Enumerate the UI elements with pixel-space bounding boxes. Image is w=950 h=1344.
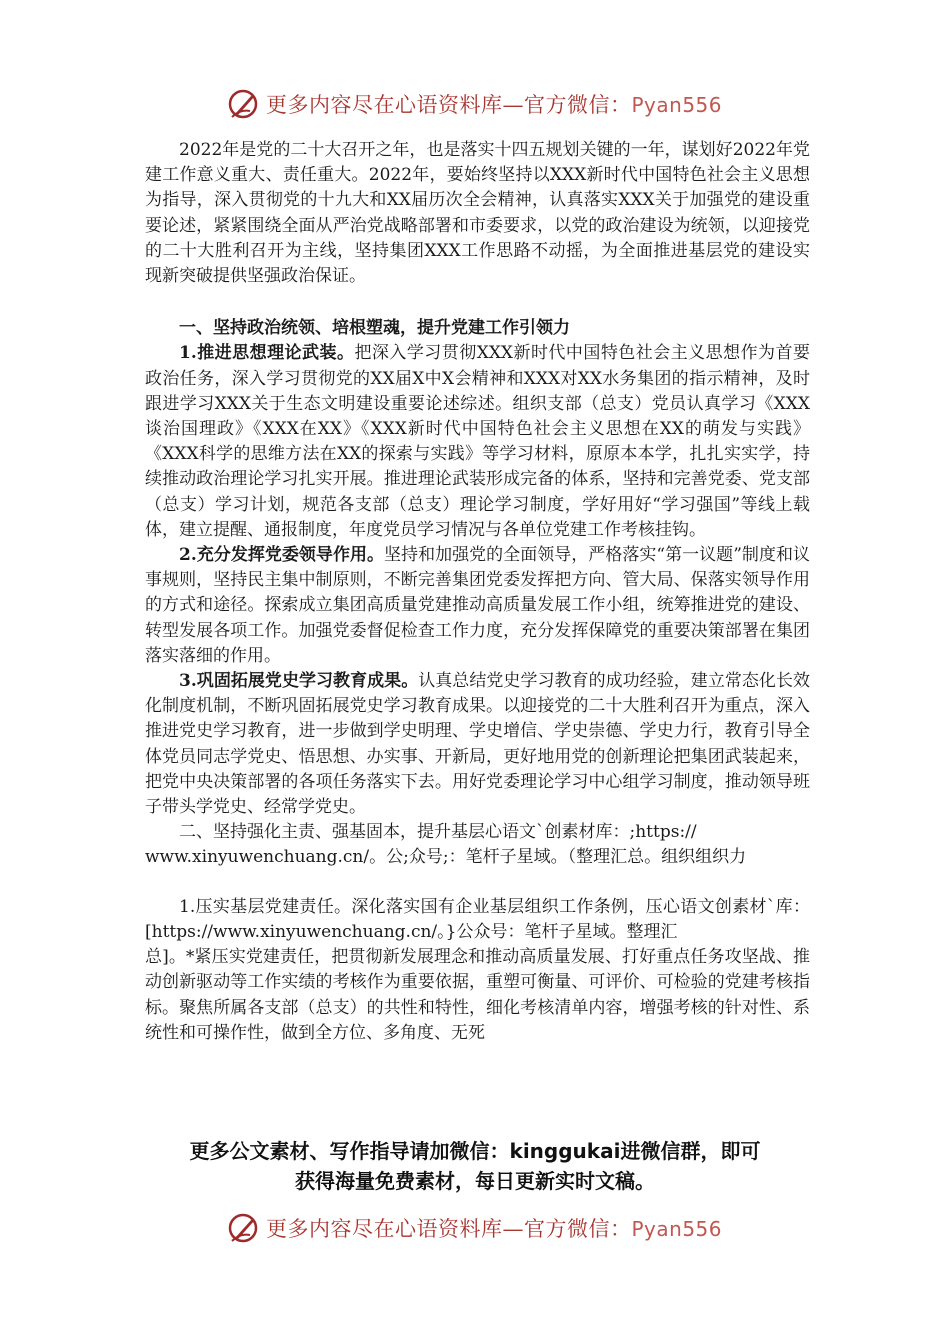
section2-heading: 二、坚持强化主责、强基固本，提升基层心语文`创素材库：;https:// [179, 822, 697, 843]
watermark-wechat-id: Pyan556 [631, 1217, 723, 1241]
pen-logo-icon [226, 1211, 260, 1245]
section1-item1 [145, 341, 810, 543]
item-title: 2.充分发挥党委领导作用。 [179, 545, 385, 566]
item-body: 坚持和加强党的全面领导，严格落实“第一议题”制度和议事规则，坚持民主集中制原则，不断完善集团党委发挥把方向、管大局、保落实领导作用的方式和途径。探索成立集团高质量党建推动高质量发展工作小组，统筹推进党的建设、转型发展各项工作。加强党委督促检查工作力度，充分发挥保障党的重要决策部署在集团落实落细的作用。 [145, 545, 810, 666]
section1-item2 [145, 543, 810, 669]
item-body: 把深入学习贯彻XXX新时代中国特色社会主义思想作为首要政治任务，深入学习贯彻党的XX届X中X会精神和XXX对XX水务集团的指示精神，及时跟进学习XXX关于生态文明建设重要论述综述。组织支部（总支）党员认真学习《XXX谈治国理政》《XXX在XX》《XXX新时代中国特色社会主义思想在XX的萌发与实践》《XXX科学的思维方法在XX的探索与实践》等学习材料，原原本本学，扎扎实实学，持续推动政治理论学习扎实开展。推进理论武装形成完备的体系，坚持和完善党委、党支部（总支）学习计划，规范各支部（总支）理论学习制度，学好用好“学习强国”等线上载体，建立提醒、通报制度，年度党员学习情况与各单位党建工作考核挂钩。 [145, 343, 810, 540]
promo-banner [120, 1136, 830, 1196]
item-body: 认真总结党史学习教育的成功经验，建立常态化长效化制度机制，不断巩固拓展党史学习教育成果。以迎接党的二十大胜利召开为重点，深入推进党史学习教育，进一步做到学史明理、学史增信、学史崇德、学史力行，教育引导全体党员同志学党史、悟思想、办实事、开新局，更好地用党的创新理论把集团武装起来，把党中央决策部署的各项任务落实下去。用好党委理论学习中心组学习制度，推动领导班子带头学党史、经常学党史。 [145, 671, 810, 818]
section2-item1-line1: 1.压实基层党建责任。深化落实国有企业基层组织工作条例，压心语文创素材`库：[https://www.xinyuwenchuang.cn/。}公众号：笔杆子星域。整理汇 [145, 896, 810, 942]
promo-line-1: 更多公文素材、写作指导请加微信：kinggukai进微信群，即可 [189, 1139, 761, 1163]
footer-watermark [226, 1210, 722, 1246]
header-watermark [226, 86, 722, 122]
intro-paragraph: 2022年是党的二十大召开之年，也是落实十四五规划关键的一年，谋划好2022年党建工作意义重大、责任重大。2022年，要始终坚持以XXX新时代中国特色社会主义思想为指导，深入贯彻党的十九大和XX届历次全会精神，认真落实XXX关于加强党的建设重要论述，紧紧围绕全面从严治党战略部署和市委要求，以党的政治建设为统领，以迎接党的二十大胜利召开为主线，坚持集团XXX工作思路不动摇，为全面推进基层党的建设实现新突破提供坚强政治保证。 [145, 140, 810, 287]
item-title: 1.推进思想理论武装。 [179, 343, 355, 364]
section1-heading: 一、坚持政治统领、培根塑魂，提升党建工作引领力 [179, 318, 570, 339]
pen-logo-icon [226, 87, 260, 121]
document-body [145, 138, 810, 1046]
section2-item1-text: 总]。*紧压实党建责任，把贯彻新发展理念和推动高质量发展、打好重点任务攻坚战、推动创新驱动等工作实绩的考核作为重要依据，重塑可衡量、可评价、可检验的党建考核指标。聚焦所属各支部（总支）的共性和特性，细化考核清单内容，增强考核的针对性、系统性和可操作性，做到全方位、多角度、无死 [145, 947, 810, 1043]
watermark-text: 更多内容尽在心语资料库—官方微信：Pyan556 [266, 93, 723, 117]
item-title: 3.巩固拓展党史学习教育成果。 [179, 671, 419, 692]
promo-line-2: 获得海量免费素材，每日更新实时文稿。 [295, 1169, 655, 1193]
watermark-text: 更多内容尽在心语资料库—官方微信：Pyan556 [266, 1217, 723, 1241]
watermark-wechat-id: Pyan556 [631, 93, 723, 117]
section1-item3 [145, 669, 810, 820]
section2-heading-continued: www.xinyuwenchuang.cn/。公;众号;：笔杆子星域。（整理汇总。组织组织力 [145, 847, 747, 868]
